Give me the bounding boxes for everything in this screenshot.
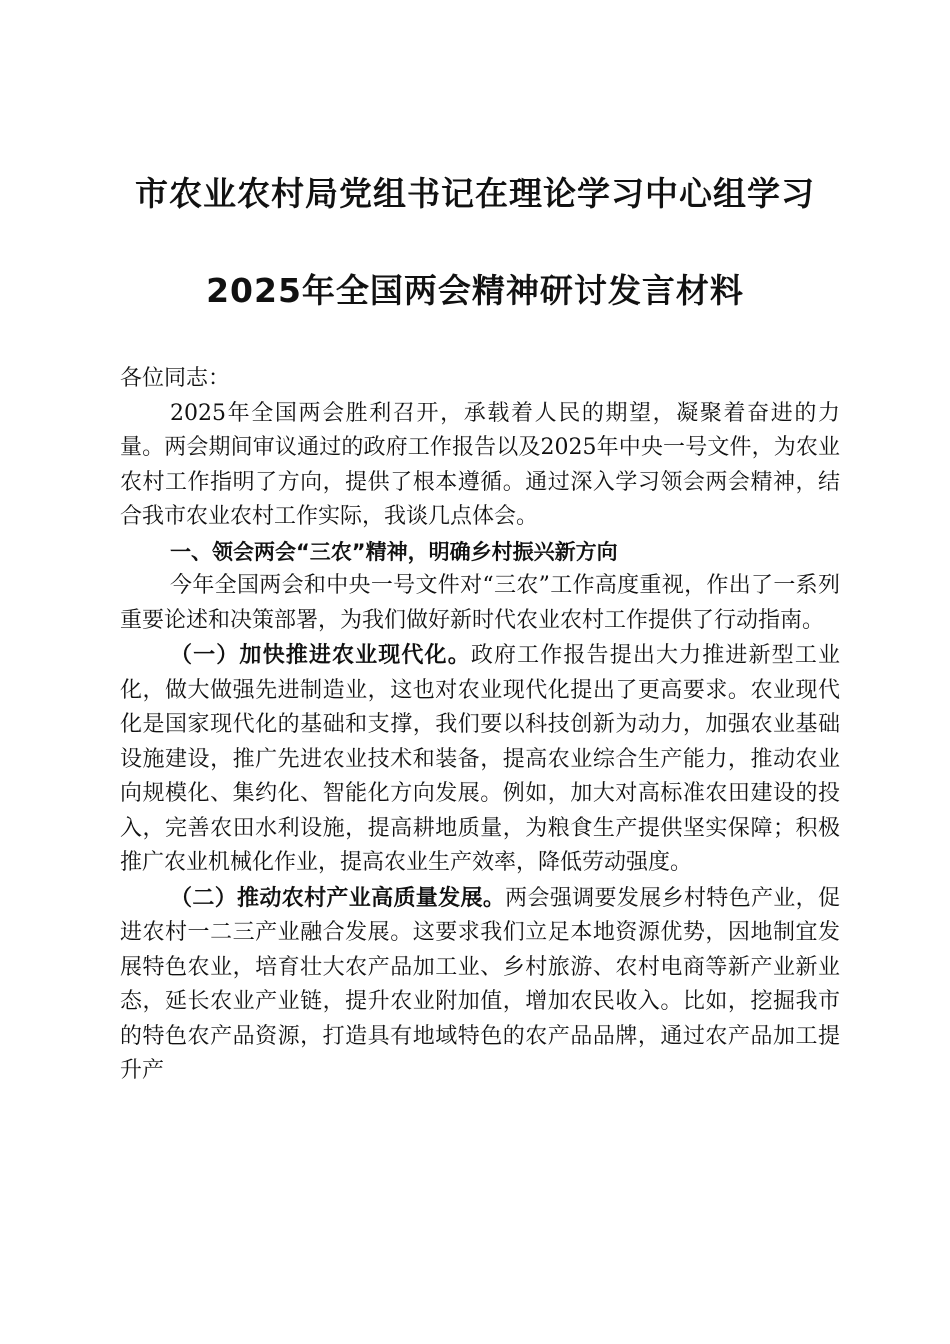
subsection-1-title: （一）加快推进农业现代化。 — [170, 642, 471, 668]
salutation: 各位同志： — [120, 366, 231, 391]
subsection-2-text: 两会强调要发展乡村特色产业，促进农村一二三产业融合发展。这要求我们立足本地资源优势，因地制宜发展特色农业，培育壮大农产品加工业、乡村旅游、农村电商等新产业新业态，延长农业产业链，提升农业附加值，增加农民收入。比如，挖掘我市的特色农产品资源，打造具有地域特色的农产品品牌，通过农产品加工提升产 — [120, 885, 840, 1083]
document-title-line-1: 市农业农村局党组书记在理论学习中心组学习 — [135, 174, 815, 213]
section-1-heading: 一、领会两会“三农”精神，明确乡村振兴新方向 — [170, 539, 618, 564]
document-body — [120, 362, 840, 1089]
subsection-2-title: （二）推动农村产业高质量发展。 — [170, 884, 506, 911]
subsection-1-paragraph — [120, 638, 840, 881]
section-1-lead-paragraph: 今年全国两会和中央一号文件对“三农”工作高度重视，作出了一系列重要论述和决策部署，为我们做好新时代农业农村工作提供了行动指南。 — [120, 573, 840, 633]
subsection-1-text: 政府工作报告提出大力推进新型工业化，做大做强先进制造业，这也对农业现代化提出了更高要求。农业现代化是国家现代化的基础和支撑，我们要以科技创新为动力，加强农业基础设施建设，推广先进农业技术和装备，提高农业综合生产能力，推动农业向规模化、集约化、智能化方向发展。例如，加大对高标准农田建设的投入，完善农田水利设施，提高耕地质量，为粮食生产提供坚实保障；积极推广农业机械化作业，提高农业生产效率，降低劳动强度。 — [120, 643, 840, 875]
document-title-line-2: 2025年全国两会精神研讨发言材料 — [206, 271, 744, 310]
intro-paragraph: 2025年全国两会胜利召开，承载着人民的期望，凝聚着奋进的力量。两会期间审议通过的政府工作报告以及2025年中央一号文件，为农业农村工作指明了方向，提供了根本遵循。通过深入学习领会两会精神，结合我市农业农村工作实际，我谈几点体会。 — [120, 400, 840, 529]
subsection-2-paragraph — [120, 881, 840, 1089]
